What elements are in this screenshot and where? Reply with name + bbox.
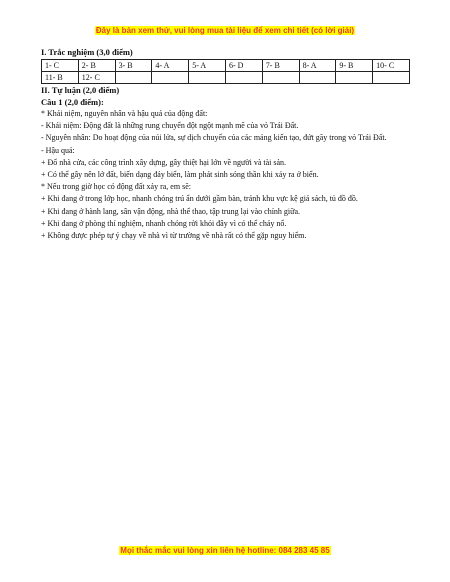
section-2-title: II. Tự luận (2,0 điểm) xyxy=(41,85,120,95)
answer-line: + Khi đang ở hành lang, sân vận động, nhà thể thao, tập trung lại vào chính giữa. xyxy=(41,206,301,216)
question-1-title: Câu 1 (2,0 điểm): xyxy=(41,97,104,107)
answer-cell xyxy=(189,72,226,84)
answer-line: - Nguyên nhân: Do hoạt động của núi lửa, sự dịch chuyển của các mảng kiến tạo, đứt gãy trong vỏ Trái Đất. xyxy=(41,133,387,143)
answer-line: + Khi đang ở phòng thí nghiệm, nhanh chóng rời khỏi đây vì có thể cháy nổ. xyxy=(41,218,287,228)
answer-row-1 xyxy=(42,60,410,72)
answer-cell: 12- C xyxy=(78,72,115,84)
answer-cell xyxy=(225,72,262,84)
answer-cell xyxy=(336,72,373,84)
answer-cell xyxy=(115,72,152,84)
preview-banner-text: Đây là bản xem thử, vui lòng mua tài liệu để xem chi tiết (có lời giải) xyxy=(95,26,355,35)
answer-cell xyxy=(373,72,410,84)
answer-line: * Khái niệm, nguyên nhân và hậu quả của động đất: xyxy=(41,109,208,118)
answer-cell: 4- A xyxy=(152,60,189,72)
answer-cell: 10- C xyxy=(373,60,410,72)
answer-cell xyxy=(262,72,299,84)
hotline-banner xyxy=(0,546,450,555)
answer-cell: 5- A xyxy=(189,60,226,72)
answer-table xyxy=(41,59,410,84)
answer-line: + Khi đang ở trong lớp học, nhanh chóng trú ẩn dưới gầm bàn, tránh khu vực kệ giá sách, tủ đồ đồ. xyxy=(41,194,358,204)
answer-cell: 8- A xyxy=(299,60,336,72)
answer-line: - Khái niệm: Động đất là những rung chuyển đột ngột mạnh mẽ của vỏ Trái Đất. xyxy=(41,121,299,131)
preview-banner xyxy=(0,26,450,35)
answer-line: + Không được phép tự ý chạy về nhà vì từ trường về nhà rất có thể gặp nguy hiểm. xyxy=(41,231,307,241)
answer-cell xyxy=(152,72,189,84)
answer-cell: 11- B xyxy=(42,72,79,84)
answer-cell: 7- B xyxy=(262,60,299,72)
answer-cell: 1- C xyxy=(42,60,79,72)
answer-cell xyxy=(299,72,336,84)
answer-line: + Đổ nhà cửa, các công trình xây dựng, gây thiệt hại lớn về người và tài sản. xyxy=(41,157,287,167)
document-body xyxy=(41,46,411,242)
answer-cell: 9- B xyxy=(336,60,373,72)
answer-line: - Hậu quả: xyxy=(41,145,75,155)
answer-row-2 xyxy=(42,72,410,84)
answer-cell: 3- B xyxy=(115,60,152,72)
answer-cell: 6- D xyxy=(225,60,262,72)
answer-line: * Nếu trong giờ học có động đất xảy ra, em sẽ: xyxy=(41,182,191,192)
answer-line: + Có thể gây nên lở đất, biến dạng đáy biển, làm phát sinh sóng thần khi xảy ra ở biển. xyxy=(41,170,319,180)
hotline-banner-text: Mọi thắc mắc vui lòng xin liên hệ hotline: 084 283 45 85 xyxy=(120,546,330,555)
section-1-title: I. Trắc nghiệm (3,0 điểm) xyxy=(41,47,133,57)
answer-cell: 2- B xyxy=(78,60,115,72)
